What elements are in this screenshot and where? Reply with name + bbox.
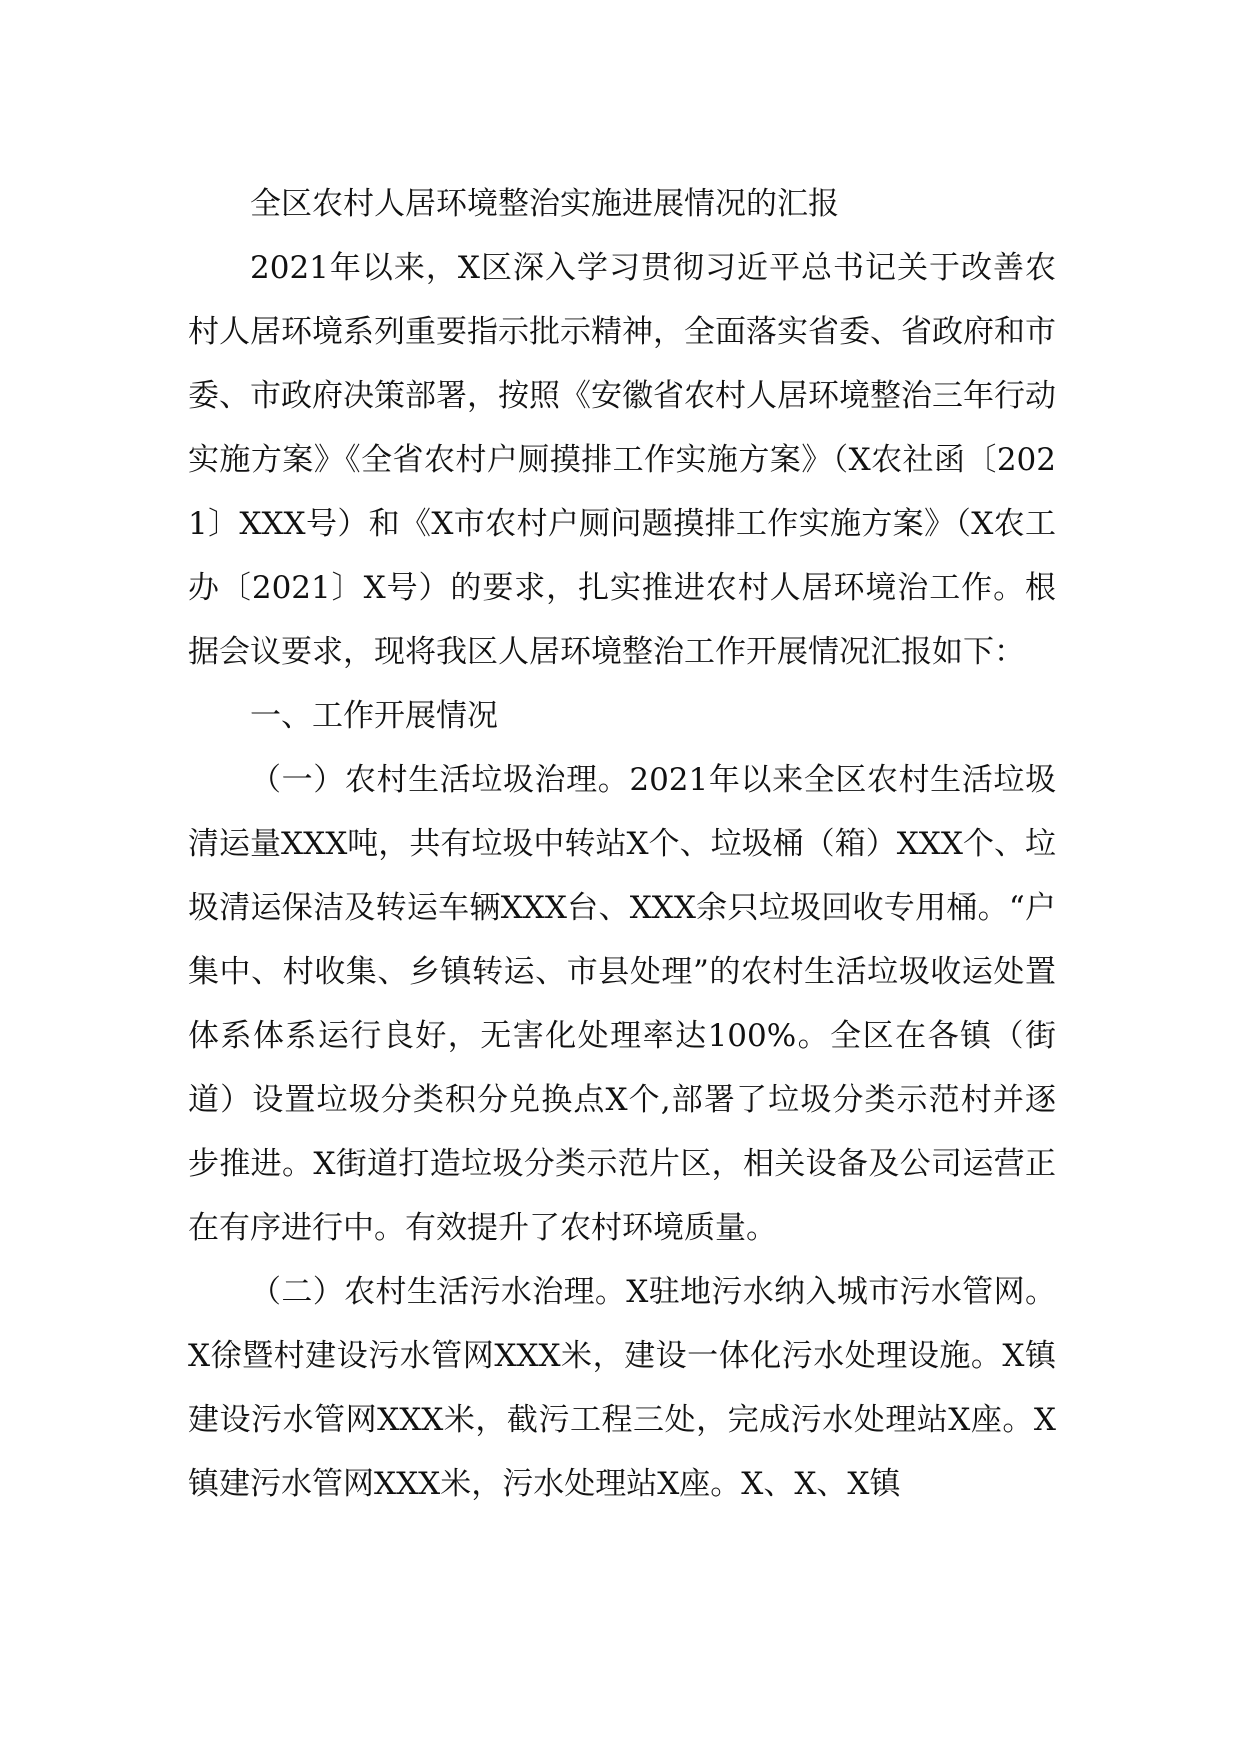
intro-paragraph: 2021年以来，X区深入学习贯彻习近平总书记关于改善农村人居环境系列重要指示批示精神，全面落实省委、省政府和市委、市政府决策部署，按照《安徽省农村人居环境整治三年行动实施方案》《全省农村户厕摸排工作实施方案》（X农社函〔2021〕XXX号）和《X市农村户厕问题摸排工作实施方案》（X农工办〔2021〕X号）的要求，扎实推进农村人居环境治工作。根据会议要求，现将我区人居环境整治工作开展情况汇报如下： [188,250,1056,670]
document-body [188,172,1056,1516]
garbage-paragraph: （一）农村生活垃圾治理。2021年以来全区农村生活垃圾清运量XXX吨，共有垃圾中转站X个、垃圾桶（箱）XXX个、垃圾清运保洁及转运车辆XXX台、XXX余只垃圾回收专用桶。“户集中、村收集、乡镇转运、市县处理”的农村生活垃圾收运处置体系体系运行良好，无害化处理率达100%。全区在各镇（街道）设置垃圾分类积分兑换点X个,部署了垃圾分类示范村并逐步推进。X街道打造垃圾分类示范片区，相关设备及公司运营正在有序进行中。有效提升了农村环境质量。 [188,762,1056,1246]
document-title: 全区农村人居环境整治实施进展情况的汇报 [250,186,839,222]
section-heading: 一、工作开展情况 [250,698,498,734]
sewage-paragraph: （二）农村生活污水治理。X驻地污水纳入城市污水管网。X徐暨村建设污水管网XXX米，建设一体化污水处理设施。X镇建设污水管网XXX米，截污工程三处，完成污水处理站X座。X镇建污水管网XXX米，污水处理站X座。X、X、X镇 [188,1274,1056,1502]
